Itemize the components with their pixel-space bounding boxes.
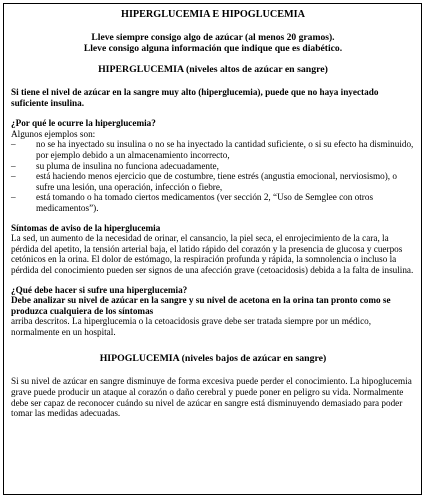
document-frame bbox=[3, 3, 422, 495]
what-bold-text: Debe analizar su nivel de azúcar en la sangre y su nivel de acetona en la orina tan pronto como se produzca cualquiera de los síntomas bbox=[11, 295, 391, 316]
symptoms-text: La sed, un aumento de la necesidad de orinar, el cansancio, la piel seca, el enrojecimiento de la cara, la pérdida del apetito, la tensión arterial baja, el latido rápido del corazón y la presencia de glucosa y cuerpos cetónicos en la orina. El dolor de estómago, la respiración profunda y rápida, la somnolencia o incluso la pérdida del conocimiento pueden ser signos de una afección grave (cetoacidosis) debida a la falta de insulina. bbox=[11, 233, 414, 275]
list-item: – está haciendo menos ejercicio que de costumbre, tiene estrés (angustia emocional, nerviosismo), o sufre una lesión, una operación, infección o fiebre, bbox=[11, 171, 415, 192]
notice-line-1: Lleve siempre consigo algo de azúcar (al menos 20 gramos). bbox=[91, 32, 335, 43]
sugar-notice bbox=[11, 32, 415, 54]
what-question: ¿Qué debe hacer si sufre una hiperglucemia? bbox=[11, 284, 188, 295]
why-question: ¿Por qué le ocurre la hiperglucemia? bbox=[11, 118, 156, 129]
examples-label: Algunos ejemplos son: bbox=[11, 128, 96, 139]
document-title: HIPERGLUCEMIA E HIPOGLUCEMIA bbox=[121, 9, 305, 20]
hyper-intro: Si tiene el nivel de azúcar en la sangre muy alto (hiperglucemia), puede que no haya inyectado suficiente insulina. bbox=[11, 87, 379, 108]
list-item: – está tomando o ha tomado ciertos medicamentos (ver sección 2, “Uso de Semglee con otros medicamentos”). bbox=[11, 192, 415, 213]
symptoms-heading: Síntomas de aviso de la hiperglucemia bbox=[11, 222, 161, 233]
what-text: arriba descritos. La hiperglucemia o la cetoacidosis grave debe ser tratada siempre por un médico, normalmente en un hospital. bbox=[11, 316, 372, 337]
hyper-heading: HIPERGLUCEMIA (niveles altos de azúcar en sangre) bbox=[98, 64, 328, 75]
hypo-text: Si su nivel de azúcar en sangre disminuye de forma excesiva puede perder el conocimiento. La hipoglucemia grave puede producir un ataque al corazón o daño cerebral y puede poner en peligro su vida. Normalmente debe ser capaz de reconocer cuándo su nivel de azúcar en sangre está disminuyendo demasiado para poder tomar las medidas adecuadas. bbox=[11, 376, 412, 419]
document-content bbox=[11, 9, 415, 419]
hypo-heading: HIPOGLUCEMIA (niveles bajos de azúcar en sangre) bbox=[99, 353, 327, 365]
notice-line-2: Lleve consigo alguna información que indique que es diabético. bbox=[83, 43, 343, 54]
list-item: – no se ha inyectado su insulina o no se ha inyectado la cantidad suficiente, o si su efecto ha disminuido, por ejemplo debido a un almacenamiento incorrecto, bbox=[11, 139, 415, 160]
list-item: – su pluma de insulina no funciona adecuadamente, bbox=[11, 161, 415, 172]
examples-list bbox=[11, 139, 415, 213]
